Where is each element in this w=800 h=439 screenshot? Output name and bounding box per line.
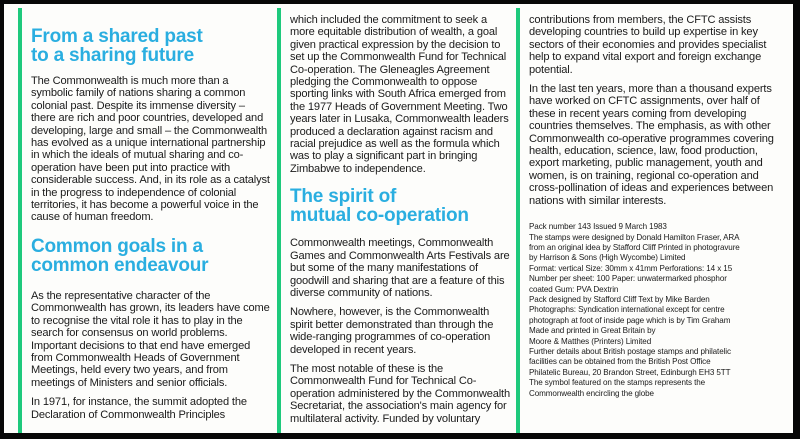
imprint-line: Moore & Matthes (Printers) Limited [529,336,652,346]
heading-spirit [290,187,513,225]
paragraph: Nowhere, however, is the Commonwealth spirit better demonstrated than through the wide-ranging programmes of co-operation developed in recent years. [290,306,494,356]
imprint-line: Format: vertical Size: 30mm x 41mm Perforations: 14 x 15 [529,263,733,273]
imprint-line: facilities can be obtained from the British Post Office [529,357,711,367]
paragraph: The Commonwealth is much more than a symbolic family of nations sharing a common colonial past. Despite its immense diversity – there are rich and poor countries, developed and developing, large and small – the Commonwealth has evolved as a unique international partnership in which the ideals of mutual sharing and co-operation have been put into practice with considerable success. And, in its role as a catalyst in the progress to independence of colonial territories, it has become a powerful voice in the cause of human freedom. [31,75,270,224]
paragraph: Commonwealth meetings, Commonwealth Games and Commonwealth Arts Festivals are but some of the many manifestations of goodwill and sharing that are a feature of this diverse community of nations. [290,237,510,299]
heading-line: The spirit of [290,186,397,208]
heading-line: Common goals in a [31,235,203,257]
imprint-line: Further details about British postage stamps and philatelic [529,346,731,356]
heading-line: mutual co-operation [290,205,469,227]
imprint-line: Made and printed in Great Britain by [529,326,656,336]
booklet-page [4,4,793,433]
imprint-line: The stamps were designed by Donald Hamilton Fraser, ARA [529,232,740,242]
heading-common-goals [31,237,271,275]
imprint-line: The symbol featured on the stamps represents the [529,378,706,388]
heading-line: to a sharing future [31,45,194,66]
imprint-line: from an original idea by Stafford Cliff Printed in photogravure [529,242,740,252]
paragraph: In 1971, for instance, the summit adopted the Declaration of Commonwealth Principles [31,396,247,421]
imprint-line: Number per sheet: 100 Paper: unwatermarked phosphor [529,274,727,284]
imprint-line: Pack designed by Stafford Cliff Text by Mike Barden [529,294,710,304]
heading-line: common endeavour [31,254,209,276]
imprint-line: Philatelic Bureau, 20 Brandon Street, Edinburgh EH3 5TT [529,367,731,377]
imprint-line: photograph at foot of inside page which is by Tim Graham [529,315,731,325]
imprint-line: Commonwealth encircling the globe [529,388,654,398]
imprint-line: coated Gum: PVA Dextrin [529,284,619,294]
paragraph: contributions from members, the CFTC assists developing countries to build up expertise in key sectors of their economies and provides specialist help to expand vital export and foreign exchange potential. [529,14,767,76]
imprint-line: Photographs: Syndication international except for centre [529,305,725,315]
imprint-line: Pack number 143 Issued 9 March 1983 [529,222,667,232]
imprint-details [529,222,782,399]
paragraph: which included the commitment to seek a more equitable distribution of wealth, a goal given practical expression by the decision to set up the Commonwealth Fund for Technical Co-operation. The Gleneagles Agreement pledging the Commonwealth to oppose sporting links with South Africa emerged from the 1977 Heads of Government Meeting. Two years later in Lusaka, Commonwealth leaders produced a declaration against racism and racial prejudice as well as the formula which was to play a significant part in bringing Zimbabwe to independence. [290,14,509,175]
imprint-line: by Harrison & Sons (High Wycombe) Limited [529,253,686,263]
paragraph: The most notable of these is the Commonwealth Fund for Technical Co-operation administered by the Commonwealth Secretariat, the association's main agency for multilateral activity. Funded by voluntary [290,362,511,425]
column-1 [18,8,275,433]
heading-shared-past [31,27,271,65]
column-2 [277,8,517,433]
heading-line: From a shared past [31,26,203,47]
column-3 [516,8,786,433]
paragraph: In the last ten years, more than a thousand experts have worked on CFTC assignments, over half of these in recent years coming from developing countries themselves. The emphasis, as with other Commonwealth co-operative programmes covering health, education, science, law, food production, export marketing, public management, youth and women, is on training, regional co-operation and cross-pollination of ideas and experiences between nations with similar interests. [529,83,774,207]
paragraph: As the representative character of the Commonwealth has grown, its leaders have come to recognise the vital role it has to play in the search for consensus on world problems. Important decisions to that end have emerged from Commonwealth Heads of Government Meetings, held every two years, and from meetings of Ministers and senior officials. [31,289,270,389]
